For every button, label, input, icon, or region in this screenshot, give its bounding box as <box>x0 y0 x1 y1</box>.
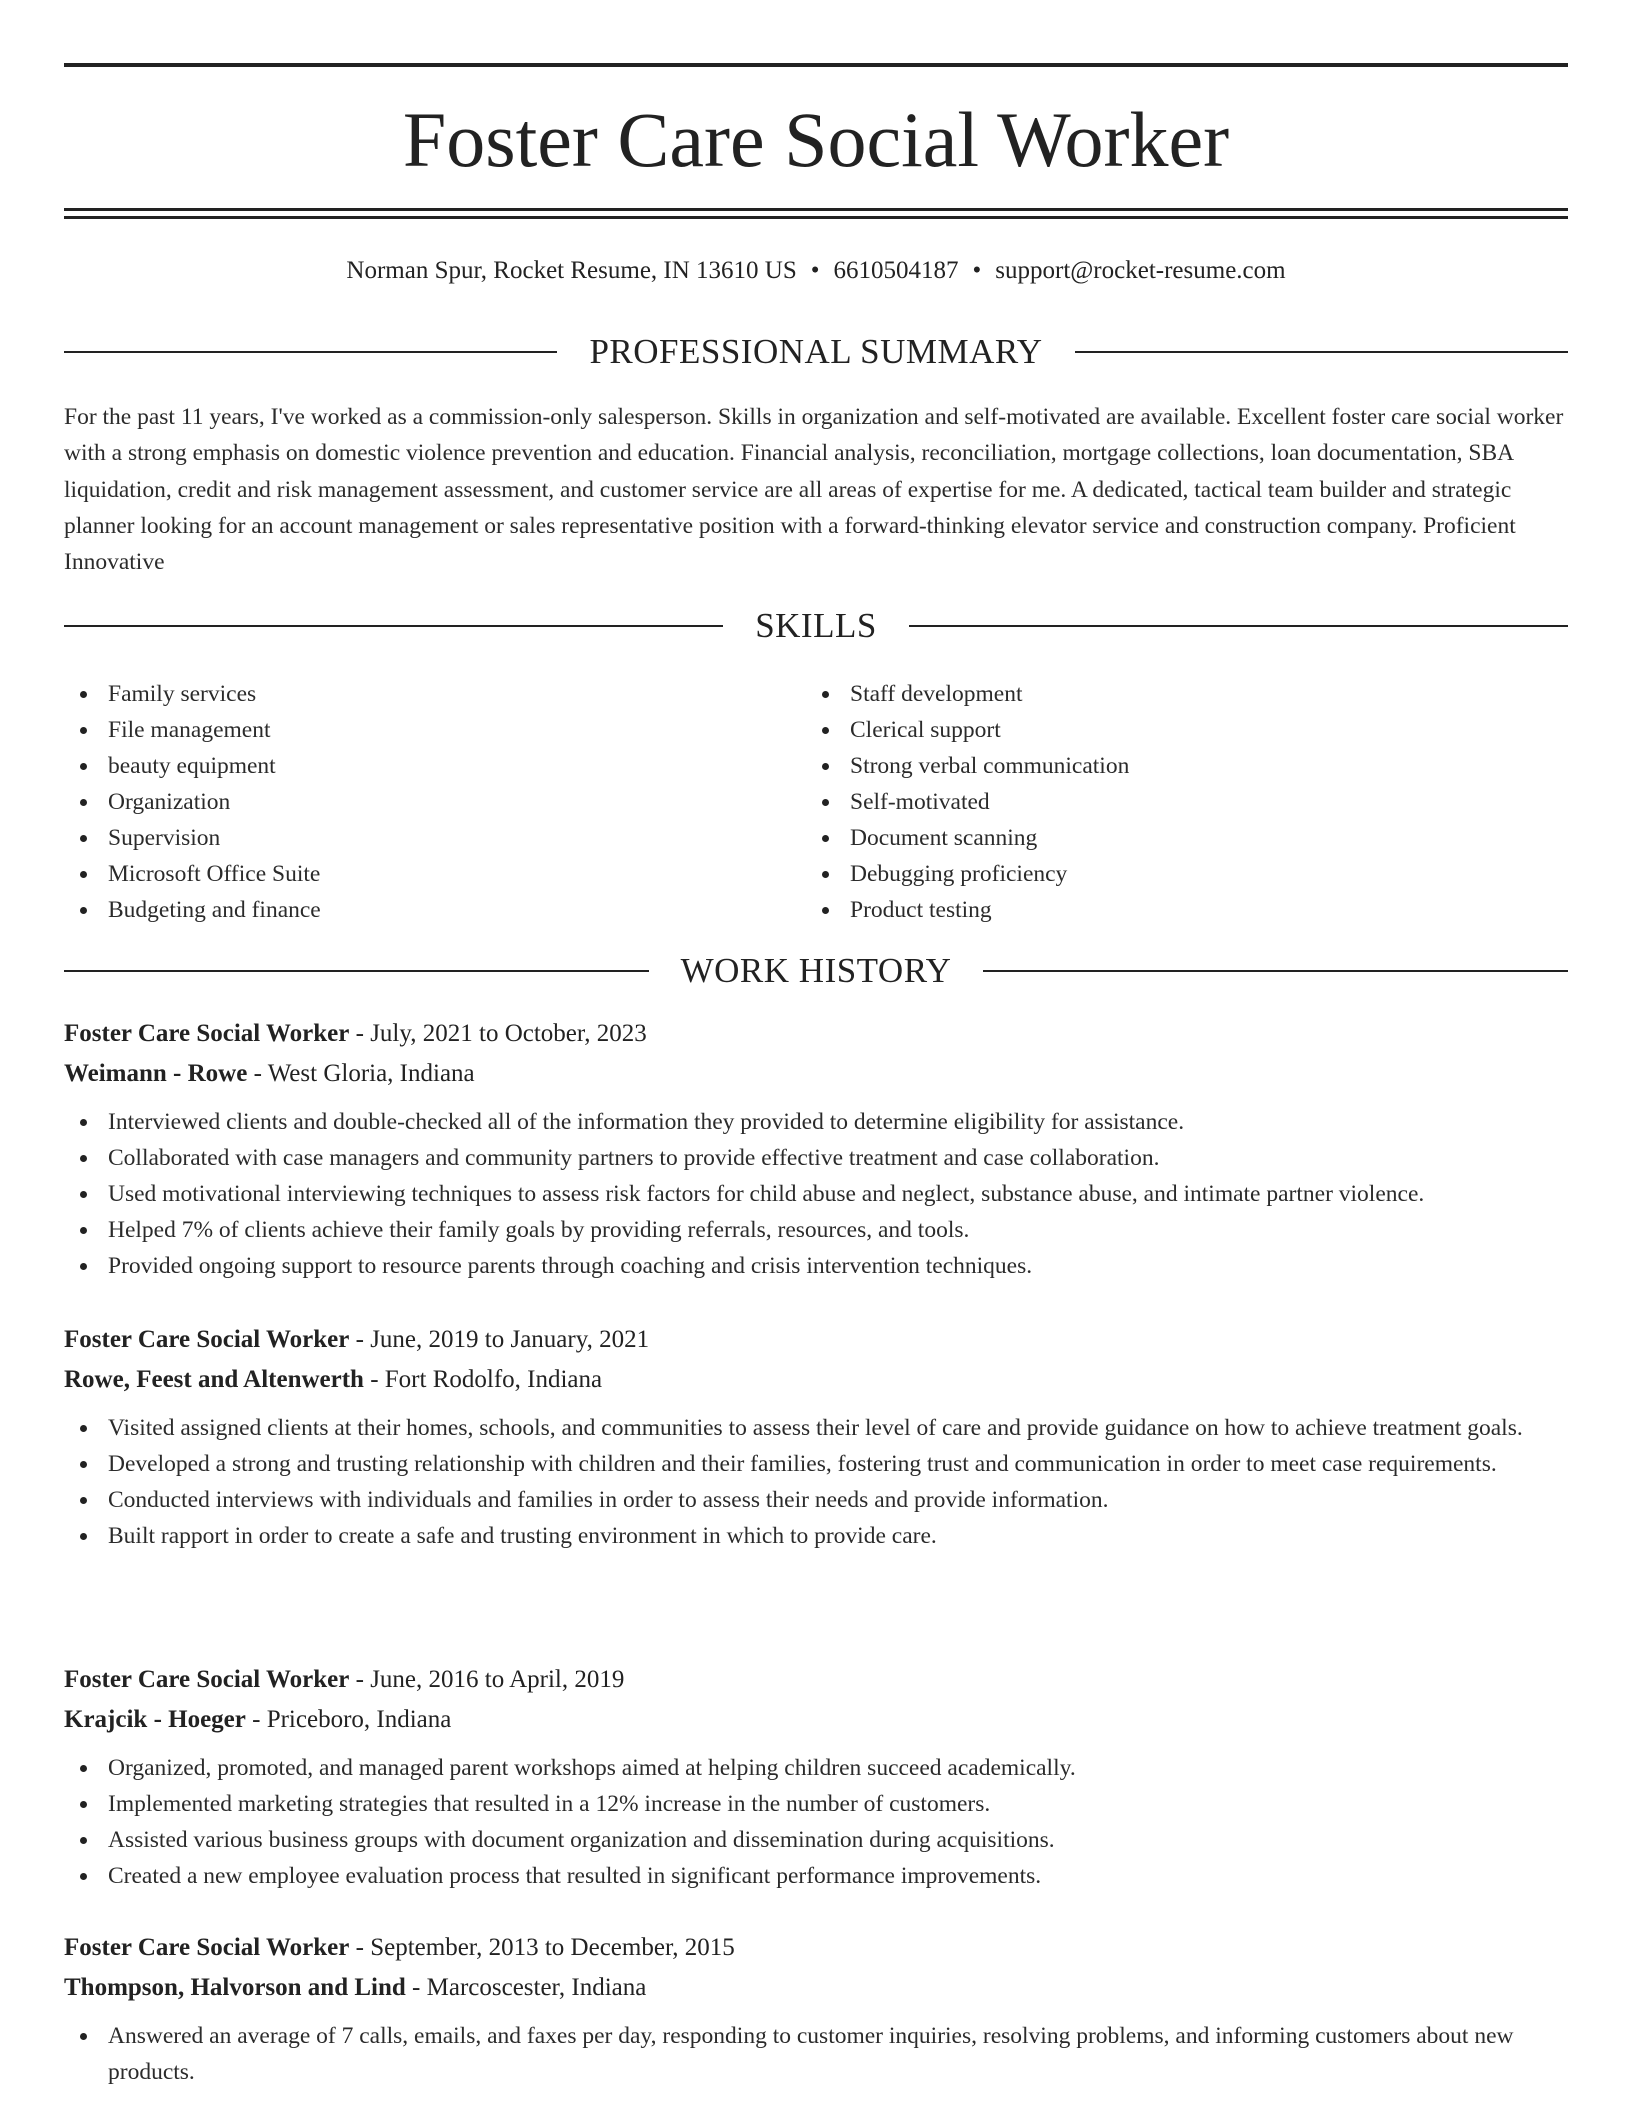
skill-item: Clerical support <box>806 712 1506 748</box>
job-location: - Fort Rodolfo, Indiana <box>363 1366 603 1393</box>
job-title-line <box>64 1928 1568 1968</box>
contact-phone: 6610504187 <box>833 257 959 284</box>
job-company: Weimann - Rowe <box>64 1060 248 1087</box>
job-dates: - June, 2016 to April, 2019 <box>349 1666 625 1693</box>
section-header-summary <box>64 330 1568 374</box>
job-bullet: Visited assigned clients at their homes, schools, and communities to assess their level of care and provide guidance on how to achieve treatment goals. <box>64 1410 1568 1446</box>
job-dates: - September, 2013 to December, 2015 <box>349 1934 735 1961</box>
job-bullet: Organized, promoted, and managed parent workshops aimed at helping children succeed academically. <box>64 1750 1568 1786</box>
job-company-line <box>64 1360 1568 1400</box>
job-title: Foster Care Social Worker <box>64 1934 350 1961</box>
job-location: - Priceboro, Indiana <box>245 1706 452 1733</box>
section-title-work-history: WORK HISTORY <box>680 951 952 990</box>
job-bullet: Used motivational interviewing techniques to assess risk factors for child abuse and neglect, substance abuse, and intimate partner violence. <box>64 1176 1568 1212</box>
job-entry <box>64 1014 1568 1284</box>
header-top-rule <box>64 63 1568 67</box>
skill-item: Staff development <box>806 676 1506 712</box>
job-bullet: Built rapport in order to create a safe and trusting environment in which to provide care. <box>64 1518 1568 1554</box>
skill-item: Strong verbal communication <box>806 748 1506 784</box>
job-company-line <box>64 1054 1568 1094</box>
section-header-skills <box>64 604 1568 648</box>
header-double-rule-upper <box>64 208 1568 211</box>
skills-list-right <box>806 676 1506 928</box>
job-bullet: Answered an average of 7 calls, emails, and faxes per day, responding to customer inquiries, resolving problems, and informing customers about new products. <box>64 2018 1568 2090</box>
job-bullets <box>64 1104 1568 1284</box>
job-dates: - July, 2021 to October, 2023 <box>349 1020 647 1047</box>
job-bullet: Helped 7% of clients achieve their family goals by providing referrals, resources, and tools. <box>64 1212 1568 1248</box>
contact-address: Norman Spur, Rocket Resume, IN 13610 US <box>346 257 797 284</box>
header-double-rule-lower <box>64 216 1568 219</box>
section-rule <box>64 625 723 627</box>
contact-email: support@rocket-resume.com <box>995 257 1286 284</box>
job-bullet: Implemented marketing strategies that resulted in a 12% increase in the number of customers. <box>64 1786 1568 1822</box>
skill-item: Debugging proficiency <box>806 856 1506 892</box>
summary-text: For the past 11 years, I've worked as a commission-only salesperson. Skills in organization and self-motivated are available. Excellent foster care social worker with a strong emphasis on domestic violence prevention and education. Financial analysis, reconciliation, mortgage collections, loan documentation, SBA liquidation, credit and risk management assessment, and customer service are all areas of expertise for me. A dedicated, tactical team builder and strategic planner looking for an account management or sales representative position with a forward-thinking elevator service and construction company. Proficient Innovative <box>64 404 1564 576</box>
contact-line <box>64 254 1568 288</box>
job-company-line <box>64 1968 1568 2008</box>
job-bullet: Created a new employee evaluation process that resulted in significant performance improvements. <box>64 1858 1568 1894</box>
job-dates: - June, 2019 to January, 2021 <box>349 1326 650 1353</box>
skill-item: Document scanning <box>806 820 1506 856</box>
job-title: Foster Care Social Worker <box>64 1326 350 1353</box>
job-bullet: Collaborated with case managers and community partners to provide effective treatment and case collaboration. <box>64 1140 1568 1176</box>
job-title-line <box>64 1014 1568 1054</box>
job-title-line <box>64 1660 1568 1700</box>
job-title: Foster Care Social Worker <box>64 1666 350 1693</box>
skill-item: Supervision <box>64 820 764 856</box>
job-bullets <box>64 2018 1568 2090</box>
section-title-summary: PROFESSIONAL SUMMARY <box>589 332 1043 371</box>
contact-separator: • <box>972 257 982 284</box>
section-rule <box>64 970 649 972</box>
job-company: Krajcik - Hoeger <box>64 1706 246 1733</box>
skill-item: Budgeting and finance <box>64 892 764 928</box>
contact-separator: • <box>810 257 820 284</box>
job-entry <box>64 1660 1568 1894</box>
skill-item: File management <box>64 712 764 748</box>
resume-name: Foster Care Social Worker <box>402 96 1230 183</box>
skill-item: Microsoft Office Suite <box>64 856 764 892</box>
job-bullet: Interviewed clients and double-checked all of the information they provided to determine eligibility for assistance. <box>64 1104 1568 1140</box>
skill-item: beauty equipment <box>64 748 764 784</box>
section-rule <box>909 625 1568 627</box>
section-rule <box>64 351 557 353</box>
section-rule <box>1075 351 1568 353</box>
skill-item: Self-motivated <box>806 784 1506 820</box>
job-title: Foster Care Social Worker <box>64 1020 350 1047</box>
job-bullet: Developed a strong and trusting relationship with children and their families, fostering trust and communication in order to meet case requirements. <box>64 1446 1568 1482</box>
job-bullet: Provided ongoing support to resource parents through coaching and crisis intervention techniques. <box>64 1248 1568 1284</box>
job-entry <box>64 1928 1568 2090</box>
skills-list-left <box>64 676 764 928</box>
job-company: Thompson, Halvorson and Lind <box>64 1974 406 2001</box>
job-title-line <box>64 1320 1568 1360</box>
job-company: Rowe, Feest and Altenwerth <box>64 1366 364 1393</box>
section-header-work-history <box>64 949 1568 993</box>
section-rule <box>983 970 1568 972</box>
job-bullets <box>64 1750 1568 1894</box>
job-bullet: Assisted various business groups with document organization and dissemination during acquisitions. <box>64 1822 1568 1858</box>
job-company-line <box>64 1700 1568 1740</box>
job-bullet: Conducted interviews with individuals and families in order to assess their needs and provide information. <box>64 1482 1568 1518</box>
job-location: - West Gloria, Indiana <box>247 1060 475 1087</box>
skill-item: Organization <box>64 784 764 820</box>
job-bullets <box>64 1410 1568 1554</box>
job-location: - Marcoscester, Indiana <box>405 1974 647 2001</box>
section-title-skills: SKILLS <box>755 606 877 645</box>
skill-item: Family services <box>64 676 764 712</box>
job-entry <box>64 1320 1568 1554</box>
skill-item: Product testing <box>806 892 1506 928</box>
